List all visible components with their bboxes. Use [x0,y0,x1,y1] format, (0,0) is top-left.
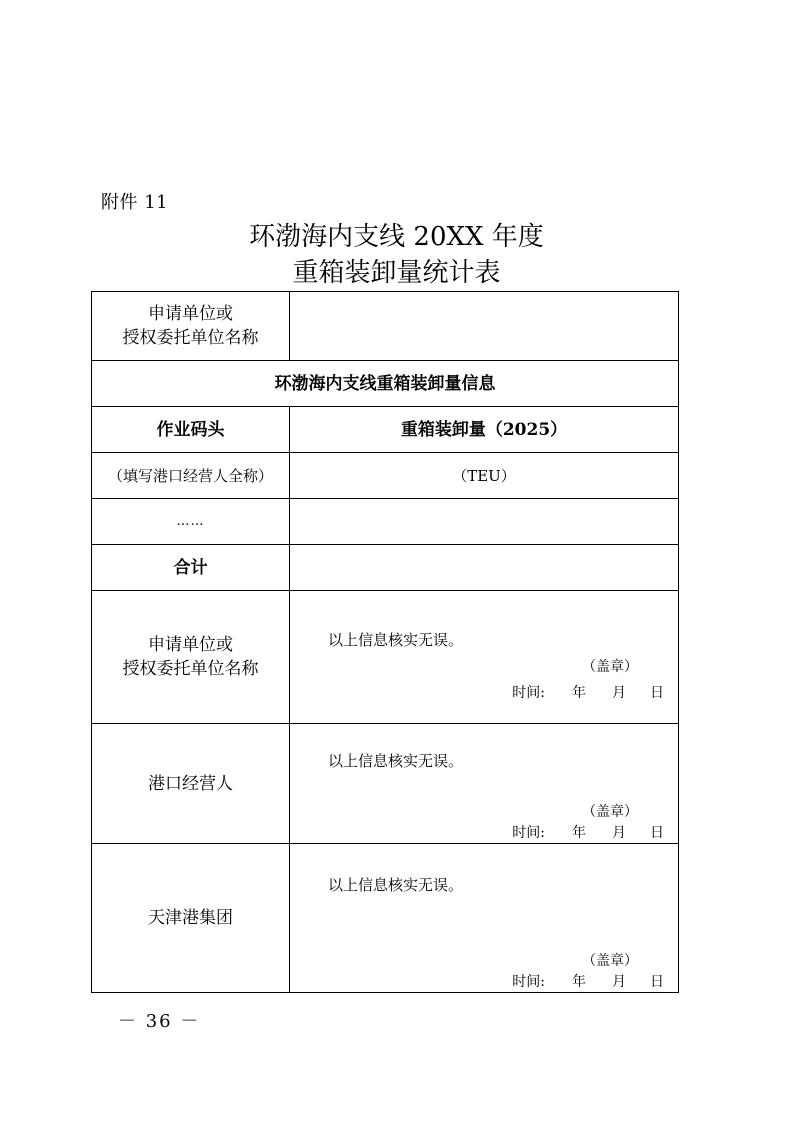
signature-row-port-operator [92,724,679,844]
volume-unit: （TEU） [290,453,679,499]
section-title: 环渤海内支线重箱装卸量信息 [92,361,679,407]
verify-text: 以上信息核实无误。 [328,876,464,894]
signature-cell[interactable] [290,844,679,993]
ellipsis-row [92,499,679,545]
signature-row-applicant [92,591,679,724]
page-number: － 36 － [118,1011,201,1032]
date-line [512,971,664,991]
signature-label: 天津港集团 [92,844,290,993]
date-line [512,822,664,842]
date-line [512,682,664,702]
total-row [92,545,679,591]
date-year: 年 [572,974,586,990]
seal-text: （盖章） [582,804,638,820]
column-header-row [92,407,679,453]
column-header-volume: 重箱装卸量（2025） [290,407,679,453]
applicant-label: 申请单位或 授权委托单位名称 [92,292,290,361]
section-title-row [92,361,679,407]
statistics-form-table [91,291,679,993]
signature-label: 申请单位或 授权委托单位名称 [92,591,290,724]
attachment-label: 附件 11 [101,192,169,213]
column-header-terminal: 作业码头 [92,407,290,453]
terminal-hint: （填写港口经营人全称） [92,453,290,499]
signature-cell[interactable] [290,591,679,724]
date-day: 日 [650,825,664,841]
hint-row [92,453,679,499]
date-month: 月 [612,974,626,990]
date-label: 时间: [512,974,545,990]
page-title-line1: 环渤海内支线 20XX 年度 [249,222,544,252]
seal-text: （盖章） [582,953,638,969]
date-label: 时间: [512,685,545,701]
applicant-value-cell[interactable] [290,292,679,361]
verify-text: 以上信息核实无误。 [328,752,464,770]
total-value-cell[interactable] [290,545,679,591]
verify-text: 以上信息核实无误。 [328,631,464,649]
ellipsis-cell: …… [92,499,290,545]
date-year: 年 [572,685,586,701]
signature-label: 港口经营人 [92,724,290,844]
date-year: 年 [572,825,586,841]
date-month: 月 [612,685,626,701]
date-label: 时间: [512,825,545,841]
date-day: 日 [650,685,664,701]
ellipsis-value-cell[interactable] [290,499,679,545]
date-day: 日 [650,974,664,990]
total-label: 合计 [92,545,290,591]
applicant-row [92,292,679,361]
seal-text: （盖章） [582,659,638,675]
page-title-line2: 重箱装卸量统计表 [292,258,501,288]
date-month: 月 [612,825,626,841]
signature-row-tianjin-port [92,844,679,993]
signature-cell[interactable] [290,724,679,844]
